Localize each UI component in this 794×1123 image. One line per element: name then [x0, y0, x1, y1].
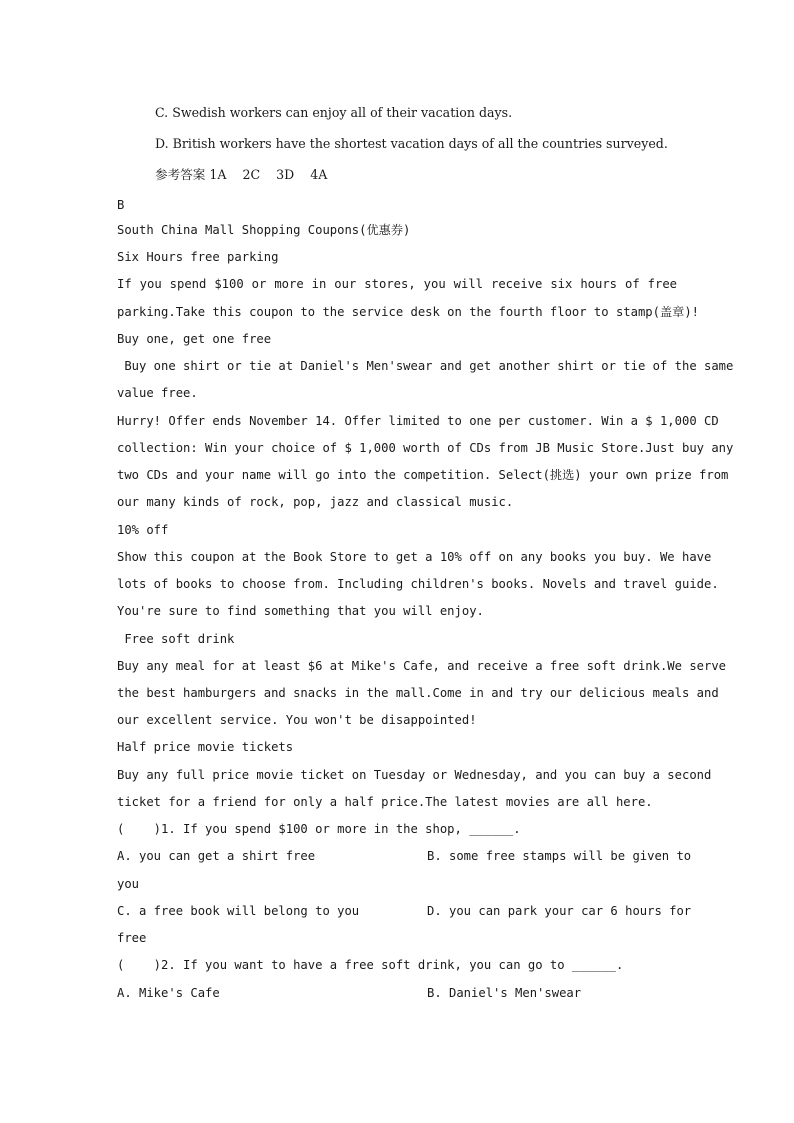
bogo-text-1: Buy one shirt or tie at Daniel's Men'swear and get another shirt or tie of the same — [117, 359, 734, 373]
question-1-option-d-cont: free — [117, 931, 147, 945]
book-heading: 10% off — [117, 523, 169, 537]
question-2: ( )2. If you want to have a free soft drink, you can go to ______. — [117, 958, 624, 972]
answer-key: 参考答案 1A 2C 3D 4A — [155, 167, 328, 182]
option-c: C. Swedish workers can enjoy all of their vacation days. — [155, 105, 513, 120]
drink-heading: Free soft drink — [117, 632, 235, 646]
bogo-text-2: value free. — [117, 386, 198, 400]
drink-text-1: Buy any meal for at least $6 at Mike's Cafe, and receive a free soft drink.We serve — [117, 659, 727, 673]
question-1-option-b-cont: you — [117, 877, 140, 891]
cd-text-3: two CDs and your name will go into the competition. Select(挑选) your own prize from — [117, 468, 729, 482]
movie-text-2: ticket for a friend for only a half price.The latest movies are all here. — [117, 795, 653, 809]
movie-text-1: Buy any full price movie ticket on Tuesday or Wednesday, and you can buy a second — [117, 768, 712, 782]
cd-text-2: collection: Win your choice of $ 1,000 worth of CDs from JB Music Store.Just buy any — [117, 441, 734, 455]
question-1-option-c: C. a free book will belong to you — [117, 904, 360, 918]
drink-text-2: the best hamburgers and snacks in the mall.Come in and try our delicious meals and — [117, 686, 719, 700]
drink-text-3: our excellent service. You won't be disappointed! — [117, 713, 477, 727]
book-text-2: lots of books to choose from. Including children's books. Novels and travel guide. — [117, 577, 719, 591]
parking-text-2: parking.Take this coupon to the service desk on the fourth floor to stamp(盖章)! — [117, 305, 700, 319]
option-d: D. British workers have the shortest vacation days of all the countries surveyed. — [155, 136, 668, 151]
book-text-1: Show this coupon at the Book Store to get a 10% off on any books you buy. We have — [117, 550, 712, 564]
movie-heading: Half price movie tickets — [117, 740, 294, 754]
question-1-option-b: B. some free stamps will be given to — [427, 849, 692, 863]
book-text-3: You're sure to find something that you will enjoy. — [117, 604, 484, 618]
passage-title: South China Mall Shopping Coupons(优惠券) — [117, 223, 411, 237]
cd-text-1: Hurry! Offer ends November 14. Offer limited to one per customer. Win a $ 1,000 CD — [117, 414, 719, 428]
question-1: ( )1. If you spend $100 or more in the shop, ______. — [117, 822, 521, 836]
cd-text-4: our many kinds of rock, pop, jazz and classical music. — [117, 495, 514, 509]
question-1-option-a: A. you can get a shirt free — [117, 849, 316, 863]
bogo-heading: Buy one, get one free — [117, 332, 272, 346]
question-2-option-b: B. Daniel's Men'swear — [427, 986, 582, 1000]
parking-heading: Six Hours free parking — [117, 250, 279, 264]
question-2-option-a: A. Mike's Cafe — [117, 986, 220, 1000]
question-1-option-d: D. you can park your car 6 hours for — [427, 904, 692, 918]
section-letter: B — [117, 198, 125, 212]
parking-text-1: If you spend $100 or more in our stores, you will receive six hours of free — [117, 277, 677, 291]
